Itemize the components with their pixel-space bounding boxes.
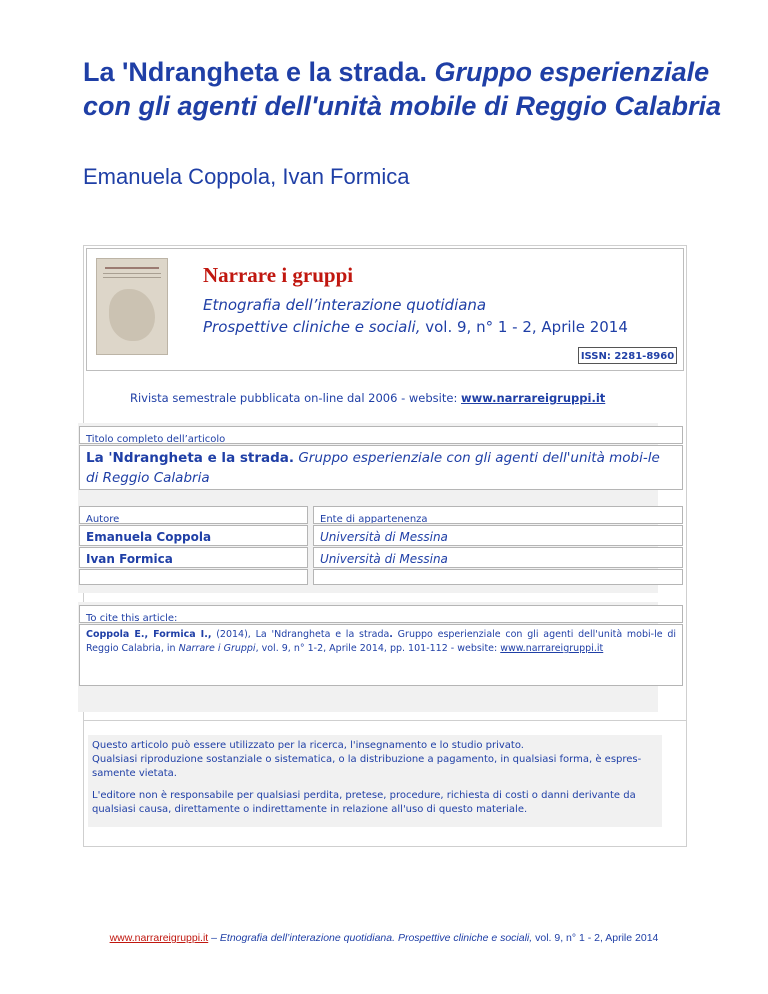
affiliation-header: Ente di appartenenza — [320, 514, 428, 524]
full-title — [80, 446, 682, 490]
issn-badge: ISSN: 2281-8960 — [578, 347, 677, 364]
author-row-2-affiliation-cell — [313, 547, 683, 568]
citation-text — [80, 625, 682, 659]
full-title-italic: Gruppo esperienziale con gli agenti dell'unità mobi-le di Reggio Calabria — [86, 450, 660, 486]
journal-description-text: Rivista semestrale pubblicata on-line dal 2006 - website: — [130, 391, 461, 405]
journal-subtitle — [203, 294, 628, 338]
journal-subtitle-line1: Etnografia dell’interazione quotidiana — [203, 296, 487, 314]
full-title-cell — [79, 445, 683, 490]
author-row-3-empty-cell — [79, 569, 308, 585]
full-title-label: Titolo completo dell’articolo — [86, 434, 226, 444]
citation-label: To cite this article: — [86, 613, 178, 623]
full-title-label-cell — [79, 426, 683, 444]
journal-subtitle-line2 — [203, 316, 628, 338]
author-row-1-affiliation-cell — [313, 525, 683, 546]
citation-part3: , vol. 9, n° 1-2, Aprile 2014, pp. 101-112 - website: — [255, 643, 501, 654]
website-link[interactable]: www.narrareigruppi.it — [460, 391, 606, 405]
author-header-cell — [79, 506, 308, 524]
journal-cover-image — [96, 258, 168, 355]
author-row-1-name-cell — [79, 525, 308, 546]
author-name: Emanuela Coppola — [86, 530, 212, 544]
author-header: Autore — [86, 514, 120, 524]
journal-volume: vol. 9, n° 1 - 2, Aprile 2014 — [420, 318, 628, 336]
citation-label-cell — [79, 605, 683, 623]
author-affiliation: Università di Messina — [320, 530, 448, 544]
citation-part2: Gruppo esperienziale con gli agenti dell'unità mobi-le di Reggio Calabria, in — [86, 629, 676, 654]
footer-separator: – — [208, 932, 220, 944]
title-italic-part: Gruppo esperienziale con gli agenti dell'unità mobile di Reggio Calabria — [83, 57, 721, 121]
author-row-2-name-cell — [79, 547, 308, 568]
journal-subtitle-italic: Prospettive cliniche e sociali, — [203, 318, 421, 336]
title-bold-part: La 'Ndrangheta e la strada. — [83, 57, 428, 87]
citation-cell — [79, 624, 683, 686]
legal-notice — [88, 735, 662, 827]
affiliation-header-cell — [313, 506, 683, 524]
page-footer — [0, 932, 768, 944]
citation-part1: (2014), La 'Ndrangheta e la strada — [211, 629, 390, 640]
journal-name: Narrare i gruppi — [203, 263, 354, 287]
author-affiliation: Università di Messina — [320, 552, 448, 566]
legal-paragraph-2: Qualsiasi riproduzione sostanziale o sistematica, o la distribuzione a pagamento, in qualsiasi forma, è espres-samente vietata. — [92, 754, 642, 779]
legal-paragraph-3: L'editore non è responsabile per qualsiasi perdita, pretese, procedure, richiesta di costi o danni derivante da qualsiasi causa, direttamente o indirettamente in relazione all'uso di questo materiale. — [92, 790, 636, 815]
legal-paragraph-1: Questo articolo può essere utilizzato per la ricerca, l'insegnamento e lo studio privato. — [92, 740, 524, 751]
citation-dot: . — [389, 629, 393, 640]
footer-journal: Etnografia dell’interazione quotidiana. Prospettive cliniche e sociali, — [219, 932, 533, 944]
author-name: Ivan Formica — [86, 552, 173, 566]
full-title-bold: La 'Ndrangheta e la strada. — [86, 450, 295, 466]
footer-volume: vol. 9, n° 1 - 2, Aprile 2014 — [532, 932, 659, 944]
citation-link[interactable]: www.narrareigruppi.it — [500, 643, 604, 654]
journal-description — [130, 391, 605, 405]
citation-journal: Narrare i Gruppi — [178, 643, 256, 654]
citation-authors: Coppola E., Formica I., — [86, 629, 212, 640]
affiliation-row-3-empty-cell — [313, 569, 683, 585]
authors-line: Emanuela Coppola, Ivan Formica — [83, 164, 410, 189]
footer-link[interactable]: www.narrareigruppi.it — [109, 932, 209, 944]
article-title — [83, 55, 723, 123]
